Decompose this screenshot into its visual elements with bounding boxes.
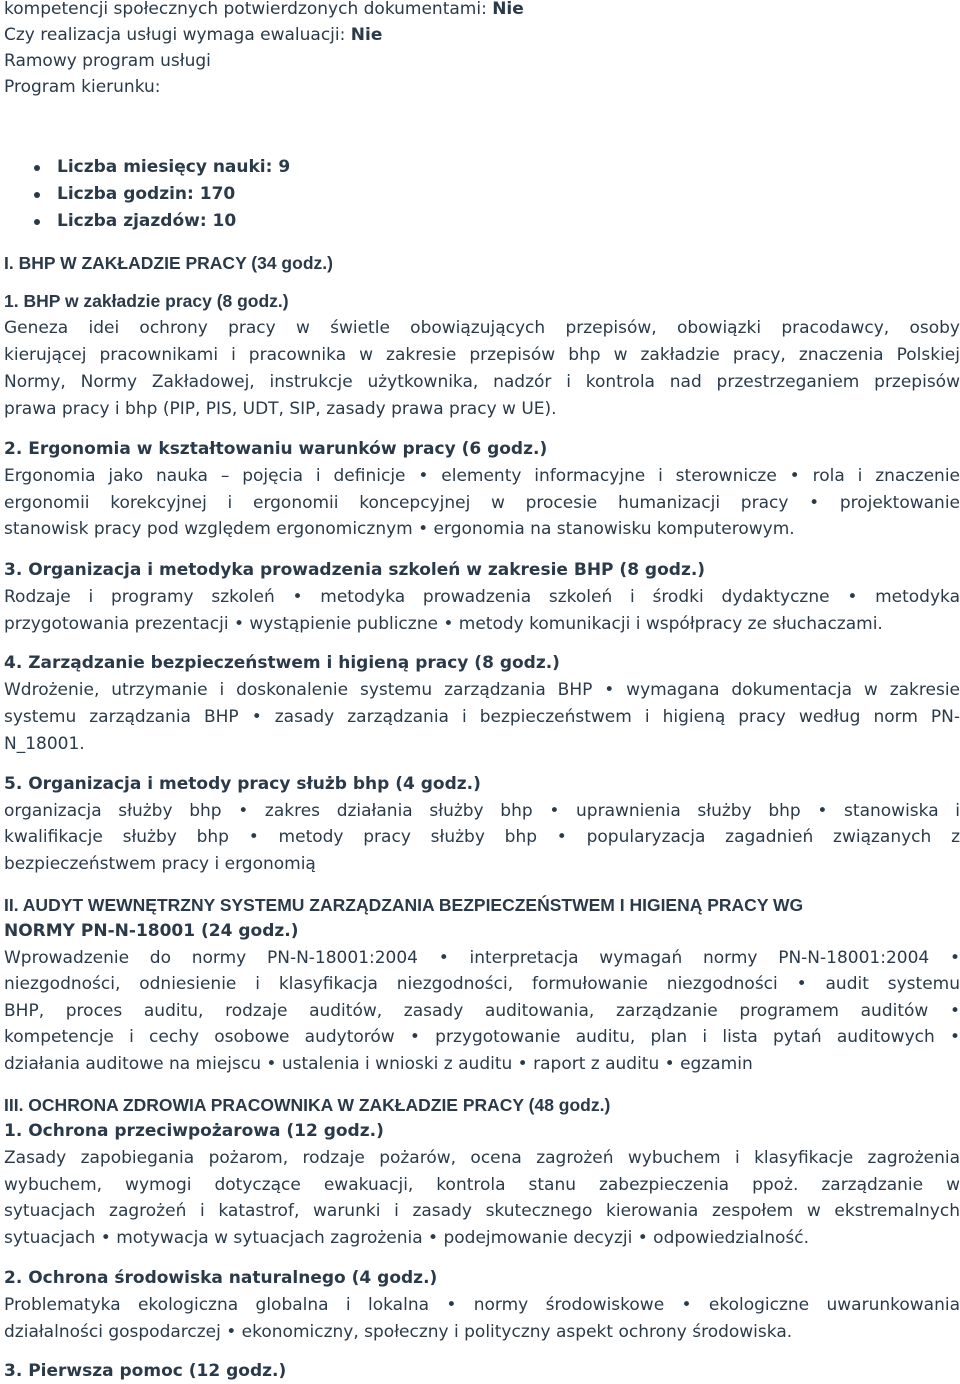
body-text-line: działalności gospodarczej • ekonomiczny, społeczny i polityczny aspekt ochrony środowiska. xyxy=(4,1322,793,1342)
section-heading: NORMY PN-N-18001 (24 godz.) xyxy=(4,921,299,941)
stat-item: Liczba godzin: 170 xyxy=(57,184,236,204)
section-heading: 3. Pierwsza pomoc (12 godz.) xyxy=(4,1361,287,1381)
body-text-line: Rodzaje i programy szkoleń • metodyka prowadzenia szkoleń i środki dydaktyczne • metodyka xyxy=(4,587,960,607)
meta-line xyxy=(4,48,960,74)
bullet-icon xyxy=(34,219,40,225)
body-text-line: Ergonomia jako nauka – pojęcia i definicje • elementy informacyjne i sterownicze • rola i znaczenie xyxy=(4,466,960,486)
body-text-line: systemu zarządzania BHP • zasady zarządzania i bezpieczeństwem i higieną pracy według norm PN- xyxy=(4,707,960,727)
meta-line xyxy=(4,22,960,48)
stat-item: Liczba zjazdów: 10 xyxy=(57,211,237,231)
body-text-line: kierującej pracownikami i pracownika w zakresie przepisów bhp w zakładzie pracy, znaczenia Polskiej xyxy=(4,345,960,365)
meta-label: Ramowy program usługi xyxy=(4,51,211,71)
body-text-line: sytuacjach • motywacja w sytuacjach zagrożenia • podejmowanie decyzji • odpowiedzialność. xyxy=(4,1228,809,1248)
section-heading: 2. Ergonomia w kształtowaniu warunków pracy (6 godz.) xyxy=(4,439,548,459)
section-heading: 1. BHP w zakładzie pracy (8 godz.) xyxy=(4,291,289,311)
section-heading: II. AUDYT WEWNĘTRZNY SYSTEMU ZARZĄDZANIA BEZPIECZEŃSTWEM I HIGIENĄ PRACY WG xyxy=(4,895,804,915)
body-text-line: niezgodności, odniesienie i klasyfikacja niezgodności, formułowanie niezgodności • audit systemu xyxy=(4,974,960,994)
body-text-line: kwalifikacje służby bhp • metody pracy służby bhp • popularyzacja zagadnień związanych z xyxy=(4,827,960,847)
meta-value: Nie xyxy=(492,0,524,19)
body-text-line: N_18001. xyxy=(4,734,85,754)
stat-item: Liczba miesięcy nauki: 9 xyxy=(57,157,291,177)
body-text-line: wybuchem, wymogi dotyczące ewakuacji, kontrola stanu zabezpieczenia ppoż. zarządzanie w xyxy=(4,1175,960,1195)
body-text-line: sytuacjach zagrożeń i katastrof, warunki i zasady skutecznego kierowania zespołem w ekstremalnych xyxy=(4,1201,960,1221)
body-text-line: Problematyka ekologiczna globalna i lokalna • normy środowiskowe • ekologiczne uwarunkowania xyxy=(4,1295,960,1315)
body-text-line: bezpieczeństwem pracy i ergonomią xyxy=(4,854,316,874)
bullet-icon xyxy=(34,165,40,171)
body-text-line: Wprowadzenie do normy PN-N-18001:2004 • interpretacja wymagań normy PN-N-18001:2004 • xyxy=(4,948,960,968)
body-text-line: BHP, proces auditu, rodzaje auditów, zasady auditowania, zarządzanie programem auditów • xyxy=(4,1001,960,1021)
meta-label: kompetencji społecznych potwierdzonych dokumentami: xyxy=(4,0,493,19)
body-text-line: Normy, Normy Zakładowej, instrukcje użytkownika, nadzór i kontrola nad przestrzeganiem przepisów xyxy=(4,372,960,392)
body-text-line: ergonomii korekcyjnej i ergonomii koncepcyjnej w procesie humanizacji pracy • projektowanie xyxy=(4,493,960,513)
body-text-line: Wdrożenie, utrzymanie i doskonalenie systemu zarządzania BHP • wymagana dokumentacja w zakresie xyxy=(4,680,960,700)
meta-line xyxy=(4,0,960,22)
section-heading: I. BHP W ZAKŁADZIE PRACY (34 godz.) xyxy=(4,253,333,273)
section-heading: 2. Ochrona środowiska naturalnego (4 godz.) xyxy=(4,1268,438,1288)
meta-label: Czy realizacja usługi wymaga ewaluacji: xyxy=(4,25,351,45)
body-text-line: prawa pracy i bhp (PIP, PIS, UDT, SIP, zasady prawa pracy w UE). xyxy=(4,399,557,419)
body-text-line: stanowisk pracy pod względem ergonomicznym • ergonomia na stanowisku komputerowym. xyxy=(4,519,795,539)
body-text-line: Zasady zapobiegania pożarom, rodzaje pożarów, ocena zagrożeń wybuchem i klasyfikacje zagrożenia xyxy=(4,1148,960,1168)
section-heading: 4. Zarządzanie bezpieczeństwem i higieną pracy (8 godz.) xyxy=(4,653,560,673)
body-text-line: Geneza idei ochrony pracy w świetle obowiązujących przepisów, obowiązki pracodawcy, osoby xyxy=(4,318,960,338)
body-text-line: działania auditowe na miejscu • ustalenia i wnioski z auditu • raport z auditu • egzamin xyxy=(4,1054,753,1074)
section-heading: III. OCHRONA ZDROWIA PRACOWNIKA W ZAKŁADZIE PRACY (48 godz.) xyxy=(4,1095,611,1115)
bullet-icon xyxy=(34,192,40,198)
section-heading: 5. Organizacja i metody pracy służb bhp (4 godz.) xyxy=(4,774,481,794)
body-text-line: kompetencje i cechy osobowe audytorów • przygotowanie auditu, plan i lista pytań auditowych • xyxy=(4,1027,960,1047)
section-heading: 3. Organizacja i metodyka prowadzenia szkoleń w zakresie BHP (8 godz.) xyxy=(4,560,706,580)
body-text-line: organizacja służby bhp • zakres działania służby bhp • uprawnienia służby bhp • stanowiska i xyxy=(4,801,960,821)
meta-value: Nie xyxy=(350,25,383,45)
body-text-line: przygotowania prezentacji • wystąpienie publiczne • metody komunikacji i współpracy ze słuchaczami. xyxy=(4,614,883,634)
section-heading: 1. Ochrona przeciwpożarowa (12 godz.) xyxy=(4,1121,384,1141)
meta-line xyxy=(4,74,960,100)
meta-label: Program kierunku: xyxy=(4,77,161,97)
